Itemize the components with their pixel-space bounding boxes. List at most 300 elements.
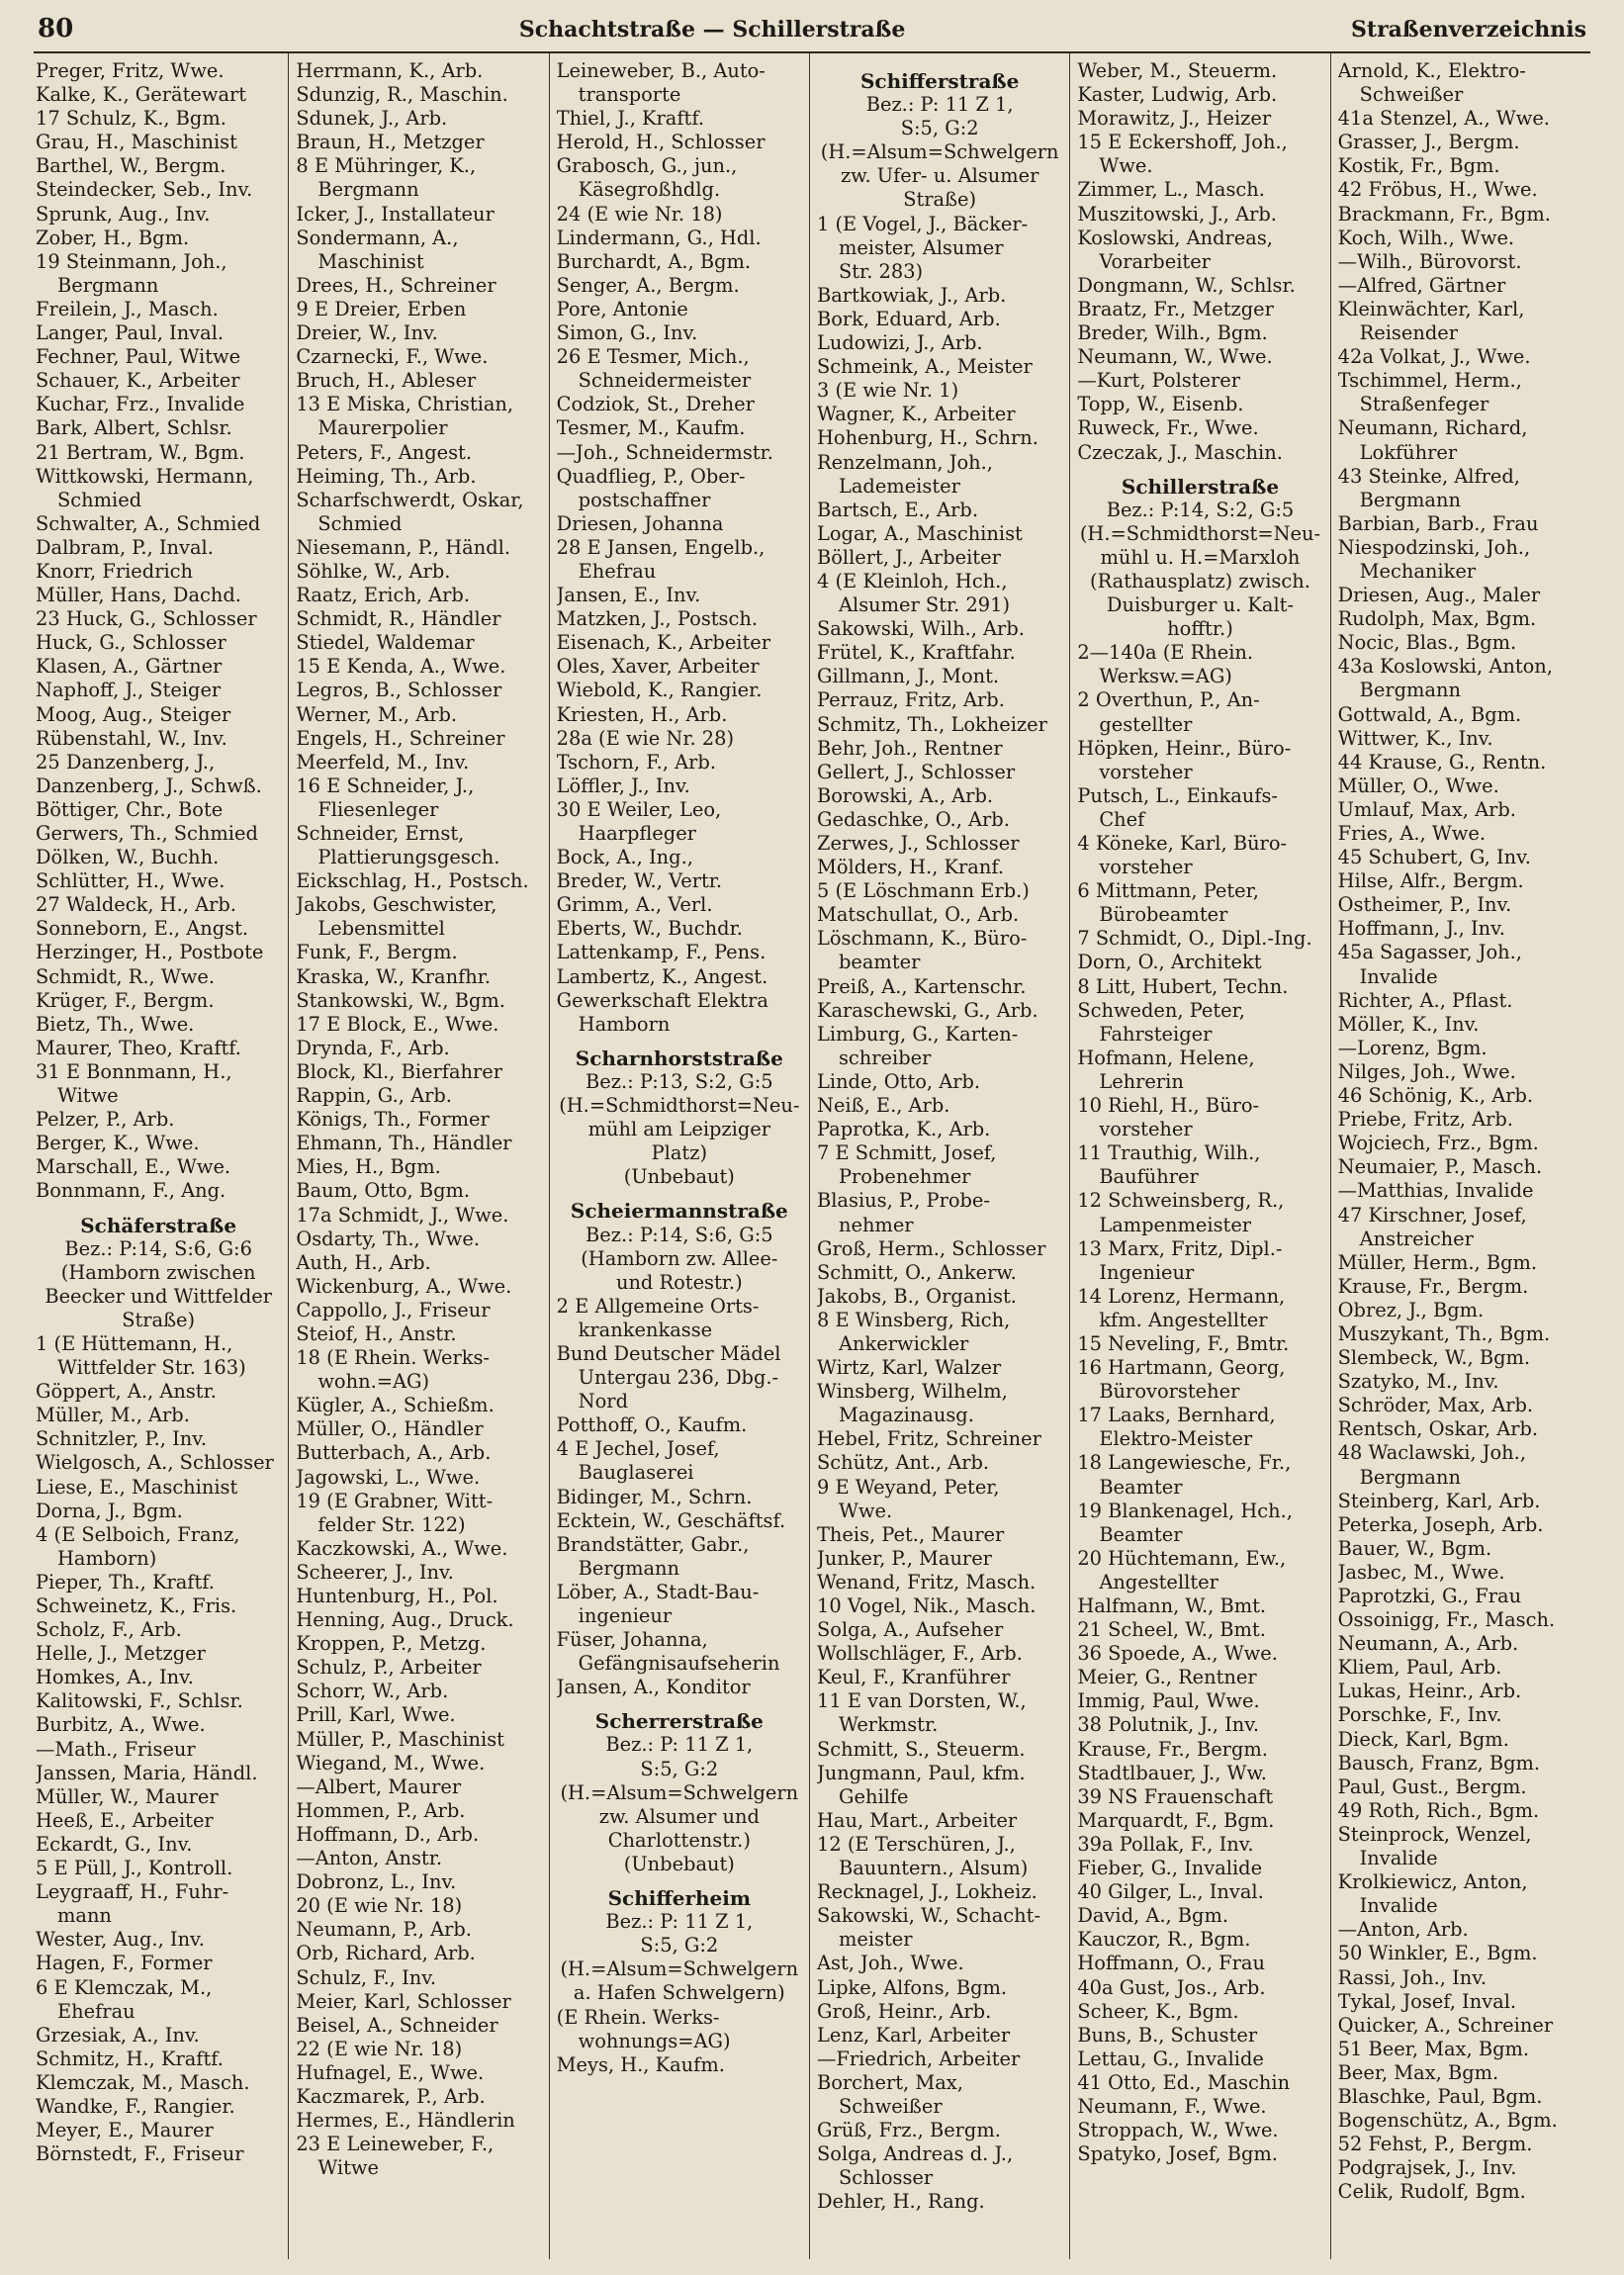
directory-line: Bark, Albert, Schlsr. [36, 416, 232, 440]
directory-line: Meerfeld, M., Inv. [296, 750, 470, 774]
directory-line: vorsteher [1099, 760, 1193, 783]
directory-line: 31 E Bonnmann, H., [36, 1059, 232, 1083]
directory-line: Eckardt, G., Inv. [36, 1832, 193, 1856]
directory-line: beamter [838, 951, 921, 974]
directory-line: Winsberg, Wilhelm, [816, 1380, 1008, 1404]
directory-line: 41a Stenzel, A., Wwe. [1337, 107, 1550, 131]
directory-line: Schweinetz, K., Fris. [36, 1594, 237, 1617]
directory-line: (Rathausplatz) zwisch. [1090, 569, 1310, 592]
directory-line: (E Rhein. Werks- [556, 2005, 720, 2029]
directory-line: Dehler, H., Rang. [816, 2190, 985, 2214]
directory-line: Ehmann, Th., Händler [296, 1132, 512, 1155]
directory-line: 9 E Dreier, Erben [296, 297, 467, 320]
directory-line: Ehefrau [57, 1999, 135, 2023]
directory-line: Jasbec, M., Wwe. [1337, 1560, 1505, 1584]
directory-line: 8 Litt, Hubert, Techn. [1077, 974, 1289, 998]
directory-line: Rentsch, Oskar, Arb. [1337, 1417, 1539, 1441]
directory-line: 16 E Schneider, J., [296, 774, 475, 797]
directory-line: Wenand, Fritz, Masch. [816, 1570, 1037, 1593]
directory-line: Maurerpolier [317, 416, 448, 440]
directory-line: 42a Volkat, J., Wwe. [1337, 345, 1531, 369]
directory-line: Bauuntern., Alsum) [838, 1857, 1029, 1880]
directory-line: Ruweck, Fr., Wwe. [1077, 416, 1259, 440]
directory-line: transporte [578, 83, 681, 107]
directory-line: Baum, Otto, Bgm. [296, 1179, 471, 1203]
directory-line: Karaschewski, G., Arb. [816, 998, 1038, 1022]
directory-line: 4 (E Selboich, Franz, [36, 1522, 240, 1546]
directory-line: Krause, Fr., Bergm. [1337, 1274, 1529, 1298]
directory-line: Muszitowski, J., Arb. [1077, 202, 1277, 226]
directory-line: —Alfred, Gärtner [1337, 273, 1506, 297]
directory-line: Stadtlbauer, J., Ww. [1077, 1761, 1267, 1784]
directory-line: Blaschke, Paul, Bgm. [1337, 2084, 1543, 2108]
directory-line: Driesen, Johanna [556, 511, 724, 535]
directory-line: Schmitt, S., Steuerm. [816, 1737, 1026, 1761]
directory-line: Drees, H., Schreiner [296, 273, 496, 297]
directory-line: Bergmann [578, 1556, 679, 1580]
street-heading: Scherrerstraße [594, 1709, 764, 1734]
directory-line: 52 Fehst, P., Bergm. [1337, 2133, 1533, 2156]
directory-line: Gillmann, J., Mont. [816, 665, 1000, 688]
directory-line: Codziok, St., Dreher [556, 393, 755, 416]
directory-line: Niesemann, P., Händl. [296, 535, 510, 559]
directory-line: Liese, E., Maschinist [36, 1475, 238, 1499]
directory-line: Ostheimer, P., Inv. [1337, 893, 1512, 917]
directory-line: Bez.: P: 11 Z 1, [605, 1910, 754, 1934]
directory-line: —Albert, Maurer [296, 1774, 462, 1798]
directory-line: 5 (E Löschmann Erb.) [816, 879, 1030, 903]
directory-line: Berger, K., Wwe. [36, 1132, 200, 1155]
directory-line: Hofmann, Helene, [1077, 1046, 1255, 1069]
directory-line: Ast, Joh., Wwe. [816, 1952, 964, 1975]
column-5 [1069, 53, 1329, 2259]
directory-line: Behr, Joh., Rentner [816, 736, 1003, 760]
directory-line: kfm. Angestellter [1099, 1308, 1268, 1331]
directory-line: Sakowski, Wilh., Arb. [816, 617, 1025, 641]
directory-line: Bauführer [1099, 1165, 1199, 1189]
directory-line: Löffler, J., Inv. [556, 774, 690, 797]
page-right-title: Straßenverzeichnis [1351, 17, 1586, 43]
directory-line: Perrauz, Fritz, Arb. [816, 688, 1005, 712]
directory-line: Preger, Fritz, Wwe. [36, 59, 225, 82]
directory-line: Beer, Max, Bgm. [1337, 2060, 1499, 2084]
directory-line: Driesen, Aug., Maler [1337, 584, 1541, 607]
directory-line: Werksw.=AG) [1099, 665, 1232, 688]
directory-line: Rudolph, Max, Bgm. [1337, 607, 1537, 631]
directory-line: Freilein, J., Masch. [36, 297, 219, 320]
directory-line: 49 Roth, Rich., Bgm. [1337, 1798, 1540, 1822]
directory-line: Lattenkamp, F., Pens. [556, 941, 767, 964]
directory-line: Auth, H., Arb. [296, 1250, 431, 1274]
directory-line: Linde, Otto, Arb. [816, 1069, 981, 1093]
directory-line: 21 Bertram, W., Bgm. [36, 440, 245, 464]
directory-line: —Lorenz, Bgm. [1337, 1036, 1488, 1059]
directory-line: Krause, Fr., Bergm. [1077, 1737, 1268, 1761]
directory-line: Mies, H., Bgm. [296, 1155, 441, 1179]
directory-line: Hohenburg, H., Schrn. [816, 426, 1038, 450]
column-6 [1330, 53, 1590, 2259]
directory-line: Funk, F., Bergm. [296, 941, 458, 964]
directory-line: Tykal, Josef, Inval. [1337, 1989, 1517, 2013]
directory-line: 1 (E Vogel, J., Bäcker- [816, 212, 1029, 235]
directory-line: 13 Marx, Fritz, Dipl.- [1077, 1236, 1283, 1260]
directory-line: (H.=Schmidthorst=Neu- [559, 1094, 800, 1118]
directory-line: Straße) [122, 1308, 196, 1331]
columns-container [34, 53, 1590, 2259]
directory-line: 8 E Winsberg, Rich, [816, 1308, 1011, 1331]
directory-line: 11 E van Dorsten, W., [816, 1689, 1027, 1713]
directory-line: Peters, F., Angest. [296, 440, 473, 464]
directory-line: —Matthias, Invalide [1337, 1179, 1534, 1203]
directory-line: 18 (E Rhein. Werks- [296, 1346, 490, 1370]
directory-line: Dongmann, W., Schlsr. [1077, 273, 1296, 297]
directory-line: Neumann, F., Wwe. [1077, 2094, 1267, 2118]
directory-line: Drynda, F., Arb. [296, 1036, 450, 1059]
page-center-title: Schachtstraße — Schillerstraße [518, 17, 906, 43]
directory-line: 8 E Mühringer, K., [296, 154, 477, 178]
directory-line: Brackmann, Fr., Bgm. [1337, 202, 1551, 226]
directory-line: Limburg, G., Karten- [816, 1022, 1019, 1046]
directory-line: Grüß, Frz., Bergm. [816, 2119, 1001, 2142]
directory-line: Paprotka, K., Arb. [816, 1118, 991, 1141]
directory-line: Borchert, Max, [816, 2070, 963, 2094]
directory-line: Arnold, K., Elektro- [1337, 59, 1526, 82]
directory-line: Paul, Gust., Bergm. [1337, 1774, 1527, 1798]
directory-line: 50 Winkler, E., Bgm. [1337, 1942, 1538, 1965]
directory-line: Eberts, W., Buchdr. [556, 917, 743, 941]
column-3 [549, 53, 809, 2259]
directory-line: Neumann, Richard, [1337, 416, 1528, 440]
directory-line: Wiebold, K., Rangier. [556, 679, 763, 702]
directory-line: Kriesten, H., Arb. [556, 702, 728, 726]
directory-line: S:5, G:2 [900, 117, 979, 140]
directory-line: Bergmann [57, 273, 159, 297]
directory-line: Hagen, F., Former [36, 1952, 213, 1975]
directory-line: Bund Deutscher Mädel [556, 1341, 781, 1365]
directory-line: Dorna, J., Bgm. [36, 1499, 183, 1522]
directory-line: wohn.=AG) [317, 1370, 430, 1394]
directory-line: Lukas, Heinr., Arb. [1337, 1680, 1522, 1703]
directory-line: Bidinger, M., Schrn. [556, 1485, 753, 1508]
directory-line: Kügler, A., Schießm. [296, 1394, 495, 1417]
directory-line: Czeczak, J., Maschin. [1077, 440, 1283, 464]
directory-line: 4 (E Kleinloh, Hch., [816, 569, 1008, 592]
directory-line: Cappollo, J., Friseur [296, 1298, 491, 1321]
directory-line: 51 Beer, Max, Bgm. [1337, 2037, 1530, 2060]
directory-line: Höpken, Heinr., Büro- [1077, 736, 1292, 760]
directory-line: Schweißer [838, 2094, 943, 2118]
directory-line: Schröder, Max, Arb. [1337, 1394, 1534, 1417]
directory-line: Pieper, Th., Kraftf. [36, 1570, 215, 1593]
directory-line: Schorr, W., Arb. [296, 1680, 449, 1703]
directory-line: Hamborn [578, 1012, 671, 1036]
directory-line: schreiber [838, 1046, 932, 1069]
directory-line: Szatyko, M., Inv. [1337, 1370, 1499, 1394]
directory-line: —Joh., Schneidermstr. [556, 440, 773, 464]
directory-line: Vorarbeiter [1099, 249, 1211, 273]
directory-line: Barthel, W., Bergm. [36, 154, 226, 178]
directory-line: 39a Pollak, F., Inv. [1077, 1832, 1254, 1856]
directory-line: meister [838, 1928, 913, 1952]
directory-line: S:5, G:2 [640, 1757, 719, 1780]
directory-line: Osdarty, Th., Wwe. [296, 1227, 480, 1250]
directory-line: Huck, G., Schlosser [36, 631, 226, 655]
directory-line: Rassi, Joh., Inv. [1337, 1965, 1488, 1989]
directory-line: Hommen, P., Arb. [296, 1798, 466, 1822]
directory-line: Bergmann [1359, 1465, 1461, 1489]
directory-line: (Unbebaut) [623, 1165, 735, 1189]
directory-line: Peterka, Joseph, Arb. [1337, 1512, 1544, 1536]
directory-line: Herzinger, H., Postbote [36, 941, 264, 964]
directory-line: Dorn, O., Architekt [1077, 951, 1262, 974]
directory-line: Legros, B., Schlosser [296, 679, 502, 702]
directory-line: (H.=Alsum=Schwelgern [560, 1780, 799, 1804]
directory-line: Lindermann, G., Hdl. [556, 226, 762, 249]
directory-line: Schütz, Ant., Arb. [816, 1451, 990, 1475]
directory-line: Wittfelder Str. 163) [57, 1356, 246, 1380]
directory-line: Braun, H., Metzger [296, 131, 485, 154]
directory-line: Lokführer [1359, 440, 1458, 464]
directory-line: 10 Vogel, Nik., Masch. [816, 1594, 1037, 1617]
directory-line: Bez.: P:14, S:2, G:5 [1106, 498, 1295, 521]
directory-line: Böttiger, Chr., Bote [36, 797, 224, 821]
directory-line: 30 E Weiler, Leo, [556, 797, 722, 821]
directory-line: Neumann, W., Wwe. [1077, 345, 1273, 369]
directory-line: Brandstätter, Gabr., [556, 1532, 750, 1556]
directory-line: Umlauf, Max, Arb. [1337, 797, 1516, 821]
directory-line: mühl am Leipziger [587, 1118, 771, 1141]
directory-line: Hufnagel, E., Wwe. [296, 2060, 485, 2084]
directory-line: Heiming, Th., Arb. [296, 464, 477, 488]
directory-line: 11 Trauthig, Wilh., [1077, 1141, 1261, 1165]
directory-line: Nocic, Blas., Bgm. [1337, 631, 1517, 655]
directory-line: 24 (E wie Nr. 18) [556, 202, 723, 226]
directory-line: Duisburger u. Kalt- [1106, 593, 1295, 617]
directory-line: Steinprock, Wenzel, [1337, 1822, 1532, 1846]
directory-line: Renzelmann, Joh., [816, 450, 993, 474]
directory-line: nehmer [838, 1213, 914, 1236]
directory-line: Neumaier, P., Masch. [1337, 1155, 1543, 1179]
directory-line: Engels, H., Schreiner [296, 726, 505, 750]
directory-line: Spatyko, Josef, Bgm. [1077, 2142, 1278, 2166]
directory-line: Podgrajsek, J., Inv. [1337, 2156, 1517, 2180]
directory-line: Elektro-Meister [1099, 1427, 1253, 1451]
directory-line: Probenehmer [838, 1165, 971, 1189]
directory-line: 17 Schulz, K., Bgm. [36, 107, 226, 131]
directory-line: Schmied [317, 511, 403, 535]
directory-line: Heeß, E., Arbeiter [36, 1808, 214, 1832]
directory-line: Krüger, F., Bergm. [36, 988, 215, 1012]
directory-line: Niespodzinski, Joh., [1337, 535, 1531, 559]
directory-line: Buns, B., Schuster [1077, 2023, 1258, 2047]
directory-line: 21 Scheel, W., Bmt. [1077, 1618, 1266, 1642]
directory-line: Kaczmarek, P., Arb. [296, 2084, 486, 2108]
directory-line: Priebe, Fritz, Arb. [1337, 1108, 1513, 1132]
directory-line: Kliem, Paul, Arb. [1337, 1656, 1502, 1680]
directory-line: Königs, Th., Former [296, 1108, 490, 1132]
directory-line: Schlosser [838, 2166, 934, 2190]
directory-line: Leineweber, B., Auto- [556, 59, 766, 82]
directory-line: Stroppach, W., Wwe. [1077, 2119, 1279, 2142]
directory-line: Scheer, K., Bgm. [1077, 1999, 1239, 2023]
directory-line: 3 (E wie Nr. 1) [816, 379, 959, 403]
directory-line: Schneider, Ernst, [296, 822, 465, 845]
directory-line: Bergmann [317, 178, 419, 202]
directory-line: Porschke, F., Inv. [1337, 1703, 1502, 1727]
directory-line: Charlottenstr.) [607, 1828, 751, 1852]
directory-line: Wiegand, M., Wwe. [296, 1751, 486, 1774]
directory-line: 15 E Eckershoff, Joh., [1077, 131, 1288, 154]
directory-line: Angestellter [1099, 1570, 1218, 1593]
directory-line: Jagowski, L., Wwe. [296, 1465, 481, 1489]
directory-line: Müller, O., Wwe. [1337, 774, 1499, 797]
directory-line: Richter, A., Pflast. [1337, 988, 1513, 1012]
directory-line: Tesmer, M., Kaufm. [556, 416, 746, 440]
directory-line: Bürobeamter [1099, 903, 1228, 927]
directory-line: Steindecker, Seb., Inv. [36, 178, 253, 202]
directory-line: Slembeck, W., Bgm. [1337, 1346, 1531, 1370]
directory-line: Quicker, A., Schreiner [1337, 2013, 1554, 2037]
directory-line: Tschimmel, Herm., [1337, 369, 1522, 393]
street-heading: Scheiermannstraße [570, 1199, 788, 1224]
directory-line: Witwe [57, 1084, 119, 1108]
directory-line: Morawitz, J., Heizer [1077, 107, 1272, 131]
directory-line: Bergmann [1359, 488, 1461, 511]
directory-line: Fechner, Paul, Witwe [36, 345, 241, 369]
directory-line: krankenkasse [578, 1318, 713, 1341]
directory-line: Grasser, J., Bergm. [1337, 131, 1520, 154]
directory-line: Bartkowiak, J., Arb. [816, 283, 1007, 307]
directory-line: 19 (E Grabner, Witt- [296, 1489, 494, 1512]
directory-line: Solga, A., Aufseher [816, 1618, 1004, 1642]
directory-line: gestellter [1099, 712, 1193, 736]
directory-line: Janssen, Maria, Händl. [36, 1761, 258, 1784]
directory-line: Braatz, Fr., Metzger [1077, 297, 1274, 320]
directory-line: 28a (E wie Nr. 28) [556, 726, 735, 750]
directory-line: Rappin, G., Arb. [296, 1084, 452, 1108]
directory-line: Bauer, W., Bgm. [1337, 1536, 1492, 1560]
directory-line: postschaffner [578, 488, 711, 511]
directory-line: Schneidermeister [578, 369, 752, 393]
directory-line: Groß, Herm., Schlosser [816, 1236, 1046, 1260]
directory-line: Eickschlag, H., Postsch. [296, 869, 529, 893]
directory-line: 18 Langewiesche, Fr., [1077, 1451, 1292, 1475]
directory-line: und Rotestr.) [615, 1270, 743, 1294]
directory-line: Gellert, J., Schlosser [816, 760, 1016, 783]
directory-line: Bock, A., Ing., [556, 846, 693, 869]
directory-line: Invalide [1359, 1847, 1438, 1870]
directory-line: Groß, Heinr., Arb. [816, 1999, 992, 2023]
directory-line: Burbitz, A., Wwe. [36, 1713, 206, 1737]
directory-line: Butterbach, A., Arb. [296, 1441, 492, 1465]
directory-line: Schmitt, O., Ankerw. [816, 1260, 1017, 1284]
directory-line: Keul, F., Kranführer [816, 1666, 1011, 1689]
directory-line: Ecktein, W., Geschäftsf. [556, 1508, 786, 1532]
directory-line: Kauczor, R., Bgm. [1077, 1928, 1251, 1952]
directory-line: Wester, Aug., Inv. [36, 1928, 205, 1952]
directory-line: 12 Schweinsberg, R., [1077, 1189, 1285, 1213]
directory-line: (H.=Alsum=Schwelgern [820, 140, 1059, 164]
directory-line: Meier, G., Rentner [1077, 1666, 1257, 1689]
directory-line: Eisenach, K., Arbeiter [556, 631, 771, 655]
directory-line: Bez.: P:14, S:6, G:6 [64, 1236, 252, 1260]
directory-line: Hoffmann, O., Frau [1077, 1952, 1265, 1975]
directory-line: Löschmann, K., Büro- [816, 927, 1028, 951]
directory-line: Gottwald, A., Bgm. [1337, 702, 1522, 726]
directory-line: 44 Krause, G., Rentn. [1337, 750, 1547, 774]
directory-line: 43 Steinke, Alfred, [1337, 464, 1520, 488]
directory-line: 28 E Jansen, Engelb., [556, 535, 766, 559]
directory-line: 19 Blankenagel, Hch., [1077, 1499, 1293, 1522]
directory-line: Bez.: P: 11 Z 1, [605, 1733, 754, 1757]
directory-line: Weber, M., Steuerm. [1077, 59, 1278, 82]
directory-line: Hoffmann, D., Arb. [296, 1822, 480, 1846]
directory-line: 40a Gust, Jos., Arb. [1077, 1975, 1266, 1999]
directory-line: 7 E Schmitt, Josef, [816, 1141, 997, 1165]
directory-line: Maurer, Theo, Kraftf. [36, 1036, 241, 1059]
column-1 [34, 53, 288, 2259]
directory-line: Wittkowski, Hermann, [36, 464, 254, 488]
directory-line: Thiel, J., Kraftf. [556, 107, 704, 131]
directory-line: Kroppen, P., Metzg. [296, 1632, 487, 1656]
directory-line: Bruch, H., Ableser [296, 369, 477, 393]
directory-line: Nord [578, 1390, 628, 1413]
directory-line: Klasen, A., Gärtner [36, 655, 223, 679]
directory-line: Haarpfleger [578, 822, 696, 845]
directory-line: hofftr.) [1167, 617, 1233, 641]
directory-line: 6 E Klemczak, M., [36, 1975, 213, 1999]
directory-line: 26 E Tesmer, Mich., [556, 345, 750, 369]
directory-line: Lehrerin [1099, 1069, 1184, 1093]
directory-line: Marquardt, F., Bgm. [1077, 1808, 1275, 1832]
directory-line: Kuchar, Frz., Invalide [36, 393, 245, 416]
column-4 [809, 53, 1069, 2259]
directory-line: Raatz, Erich, Arb. [296, 584, 470, 607]
directory-line: Halfmann, W., Bmt. [1077, 1594, 1267, 1617]
page-number: 80 [38, 14, 74, 44]
directory-line: Bietz, Th., Wwe. [36, 1012, 195, 1036]
directory-line: Breder, Wilh., Bgm. [1077, 321, 1268, 345]
directory-line: ingenieur [578, 1604, 673, 1627]
column-2 [288, 53, 548, 2259]
directory-line: Gedaschke, O., Arb. [816, 807, 1010, 831]
directory-line: Koch, Wilh., Wwe. [1337, 226, 1515, 249]
directory-line: 42 Fröbus, H., Wwe. [1337, 178, 1538, 202]
directory-line: Ankerwickler [838, 1331, 969, 1355]
street-heading: Schäferstraße [80, 1213, 237, 1237]
directory-line: (Hamborn zwischen [60, 1260, 256, 1284]
directory-line: 41 Otto, Ed., Maschin [1077, 2070, 1291, 2094]
directory-line: Dalbram, P., Inval. [36, 535, 214, 559]
directory-line: Stiedel, Waldemar [296, 631, 475, 655]
directory-line: 40 Gilger, L., Inval. [1077, 1880, 1264, 1904]
directory-line: Oles, Xaver, Arbeiter [556, 655, 760, 679]
directory-line: Göppert, A., Anstr. [36, 1380, 217, 1404]
directory-line: Zober, H., Bgm. [36, 226, 190, 249]
directory-line: Fahrsteiger [1099, 1022, 1213, 1046]
directory-line: Schwalter, A., Schmied [36, 511, 261, 535]
directory-line: Kleinwächter, Karl, [1337, 297, 1525, 320]
directory-line: a. Hafen Schwelgern) [573, 1981, 785, 2005]
directory-line: Bogenschütz, A., Bgm. [1337, 2109, 1558, 2133]
directory-line: Böllert, J., Arbeiter [816, 545, 1001, 569]
directory-line: —Kurt, Polsterer [1077, 369, 1241, 393]
directory-line: Hermes, E., Händlerin [296, 2109, 515, 2133]
directory-line: Immig, Paul, Wwe. [1077, 1689, 1260, 1713]
directory-line: 22 (E wie Nr. 18) [296, 2037, 463, 2060]
directory-line: Schweden, Peter, [1077, 998, 1245, 1022]
directory-line: Naphoff, J., Steiger [36, 679, 222, 702]
